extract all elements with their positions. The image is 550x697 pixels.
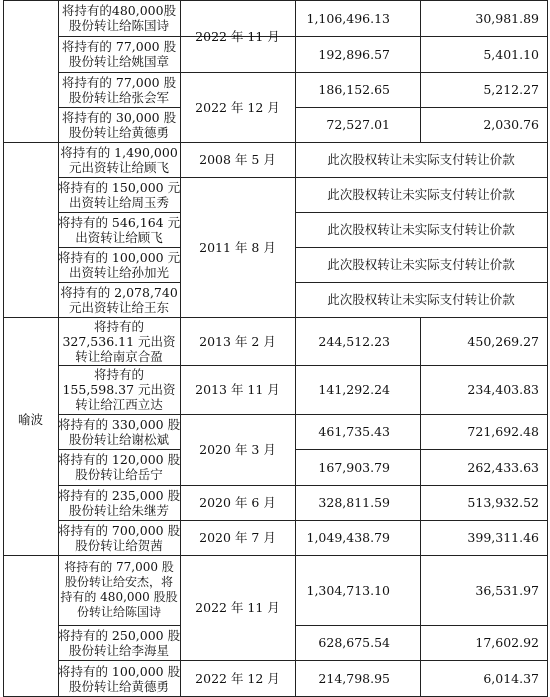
transfer-date: 2022 年 11 月	[195, 600, 280, 615]
transfer-price: 461,735.43	[318, 424, 390, 439]
transfer-description	[58, 142, 180, 177]
description-line: 将持有的	[93, 367, 144, 382]
transfer-description	[58, 485, 180, 520]
description-line: 股份转让给黄德勇	[68, 124, 169, 140]
unpaid-note: 此次股权转让未实际支付转让价款	[327, 292, 515, 307]
description-line: 股份转让给岳宁	[75, 467, 163, 482]
transfer-description	[58, 36, 180, 72]
transfer-price: 244,512.23	[318, 333, 390, 349]
paid-amount: 17,602.92	[475, 635, 539, 650]
transfer-description	[58, 247, 180, 282]
description-line: 将持有的 100,000 股	[57, 663, 181, 679]
description-line: 股份转让给黄德勇	[68, 678, 169, 694]
description-line: 转让给南京合盈	[75, 348, 163, 364]
transfer-price: 328,811.59	[318, 495, 390, 510]
description-line: 股份转让给李海星	[68, 642, 169, 658]
description-line: 股份转让给安杰，将	[64, 575, 173, 589]
transfer-price: 1,304,713.10	[306, 582, 390, 598]
description-line: 份转让给陈国诗	[76, 605, 161, 619]
transfer-description	[58, 414, 180, 449]
paid-amount: 450,269.27	[467, 333, 539, 349]
transfer-price: 192,896.57	[318, 46, 390, 62]
unpaid-note: 此次股权转让未实际支付转让价款	[327, 187, 515, 202]
transfer-date: 2020 年 3 月	[199, 442, 276, 457]
transfer-description	[58, 365, 180, 414]
transfer-price: 214,798.95	[318, 671, 390, 686]
transfer-price: 72,527.01	[326, 117, 390, 132]
transfer-description	[58, 555, 180, 625]
transfer-date: 2011 年 8 月	[199, 239, 276, 255]
transfer-description	[58, 177, 180, 212]
description-line: 股份转让给贺茜	[75, 537, 163, 553]
description-line: 将持有的 120,000 股	[57, 452, 181, 467]
transfer-description	[58, 449, 180, 485]
transfer-date: 2022 年 12 月	[195, 99, 280, 115]
transfer-description	[58, 317, 180, 365]
transfer-description	[58, 0, 180, 36]
transfer-price: 1,106,496.13	[306, 10, 390, 26]
paid-amount: 262,433.63	[467, 459, 539, 475]
description-line: 将持有的 700,000 股	[57, 522, 181, 538]
description-line: 将持有的 250,000 股	[57, 627, 181, 643]
paid-amount: 234,403.83	[467, 382, 539, 397]
unpaid-note: 此次股权转让未实际支付转让价款	[327, 257, 515, 272]
transfer-description	[58, 107, 180, 142]
description-line: 持有的 480,000 股股	[60, 590, 178, 604]
transfer-description	[58, 625, 180, 660]
paid-amount: 399,311.46	[467, 530, 539, 545]
description-line: 将持有的 100,000 元	[57, 249, 181, 265]
description-line: 出资转让给孙加光	[68, 264, 169, 280]
description-line: 将持有的 546,164 元	[57, 214, 181, 230]
description-line: 将持有的 235,000 股	[57, 487, 181, 503]
description-line: 将持有的 30,000 股	[61, 109, 177, 125]
paid-amount: 5,212.27	[483, 82, 539, 97]
description-line: 将持有的 77,000 股	[61, 39, 177, 54]
description-line: 转让给江西立达	[75, 397, 163, 412]
transfer-description	[58, 520, 180, 555]
unpaid-note: 此次股权转让未实际支付转让价款	[327, 152, 515, 167]
description-line: 将持有的480,000股	[61, 3, 177, 18]
transfer-date: 2013 年 11 月	[195, 382, 280, 397]
description-line: 元出资转让给王东	[68, 299, 169, 315]
person-name: 喻波	[17, 412, 43, 427]
description-line: 155,598.37 元出资	[62, 382, 176, 397]
transfer-description	[58, 282, 180, 317]
description-line: 股份转让给朱继芳	[68, 502, 169, 518]
transfer-description	[58, 660, 180, 697]
transfer-description	[58, 72, 180, 107]
table-rule	[547, 0, 548, 697]
paid-amount: 30,981.89	[475, 10, 539, 26]
description-line: 327,536.11 元出资	[62, 333, 176, 349]
description-line: 股份转让给姚国章	[68, 54, 169, 69]
transfer-price: 141,292.24	[318, 382, 390, 397]
transfer-price: 167,903.79	[318, 459, 390, 475]
transfer-date: 2022 年 11 月	[195, 28, 280, 44]
description-line: 将持有的 150,000 元	[57, 179, 181, 195]
unpaid-note: 此次股权转让未实际支付转让价款	[327, 222, 515, 237]
transfer-price: 1,049,438.79	[306, 530, 390, 545]
description-line: 将持有的 2,078,740	[60, 284, 178, 300]
paid-amount: 5,401.10	[483, 46, 539, 62]
description-line: 股份转让给谢松斌	[68, 431, 169, 447]
description-line: 将持有的 77,000 股	[64, 560, 174, 574]
transfer-date: 2020 年 6 月	[199, 495, 276, 510]
transfer-price: 186,152.65	[318, 82, 390, 97]
description-line: 将持有的 1,490,000	[60, 144, 178, 160]
transfer-date: 2020 年 7 月	[199, 530, 276, 545]
description-line: 元出资转让给顾飞	[68, 159, 169, 175]
description-line: 将持有的 330,000 股	[57, 416, 181, 432]
paid-amount: 513,932.52	[467, 495, 539, 510]
paid-amount: 36,531.97	[475, 582, 539, 598]
description-line: 将持有的 77,000 股	[61, 74, 177, 90]
transfer-date: 2022 年 12 月	[195, 671, 280, 686]
paid-amount: 2,030.76	[483, 117, 539, 132]
description-line: 出资转让给周玉秀	[68, 194, 169, 210]
transfer-date: 2013 年 2 月	[199, 333, 276, 349]
description-line: 将持有的	[93, 318, 144, 334]
paid-amount: 6,014.37	[483, 671, 539, 686]
paid-amount: 721,692.48	[467, 424, 539, 439]
transfer-description	[58, 212, 180, 247]
transfer-price: 628,675.54	[318, 635, 390, 650]
description-line: 出资转让给顾飞	[75, 229, 163, 245]
description-line: 股份转让给陈国诗	[68, 18, 169, 33]
description-line: 股份转让给张会军	[68, 89, 169, 105]
transfer-date: 2008 年 5 月	[199, 152, 276, 167]
